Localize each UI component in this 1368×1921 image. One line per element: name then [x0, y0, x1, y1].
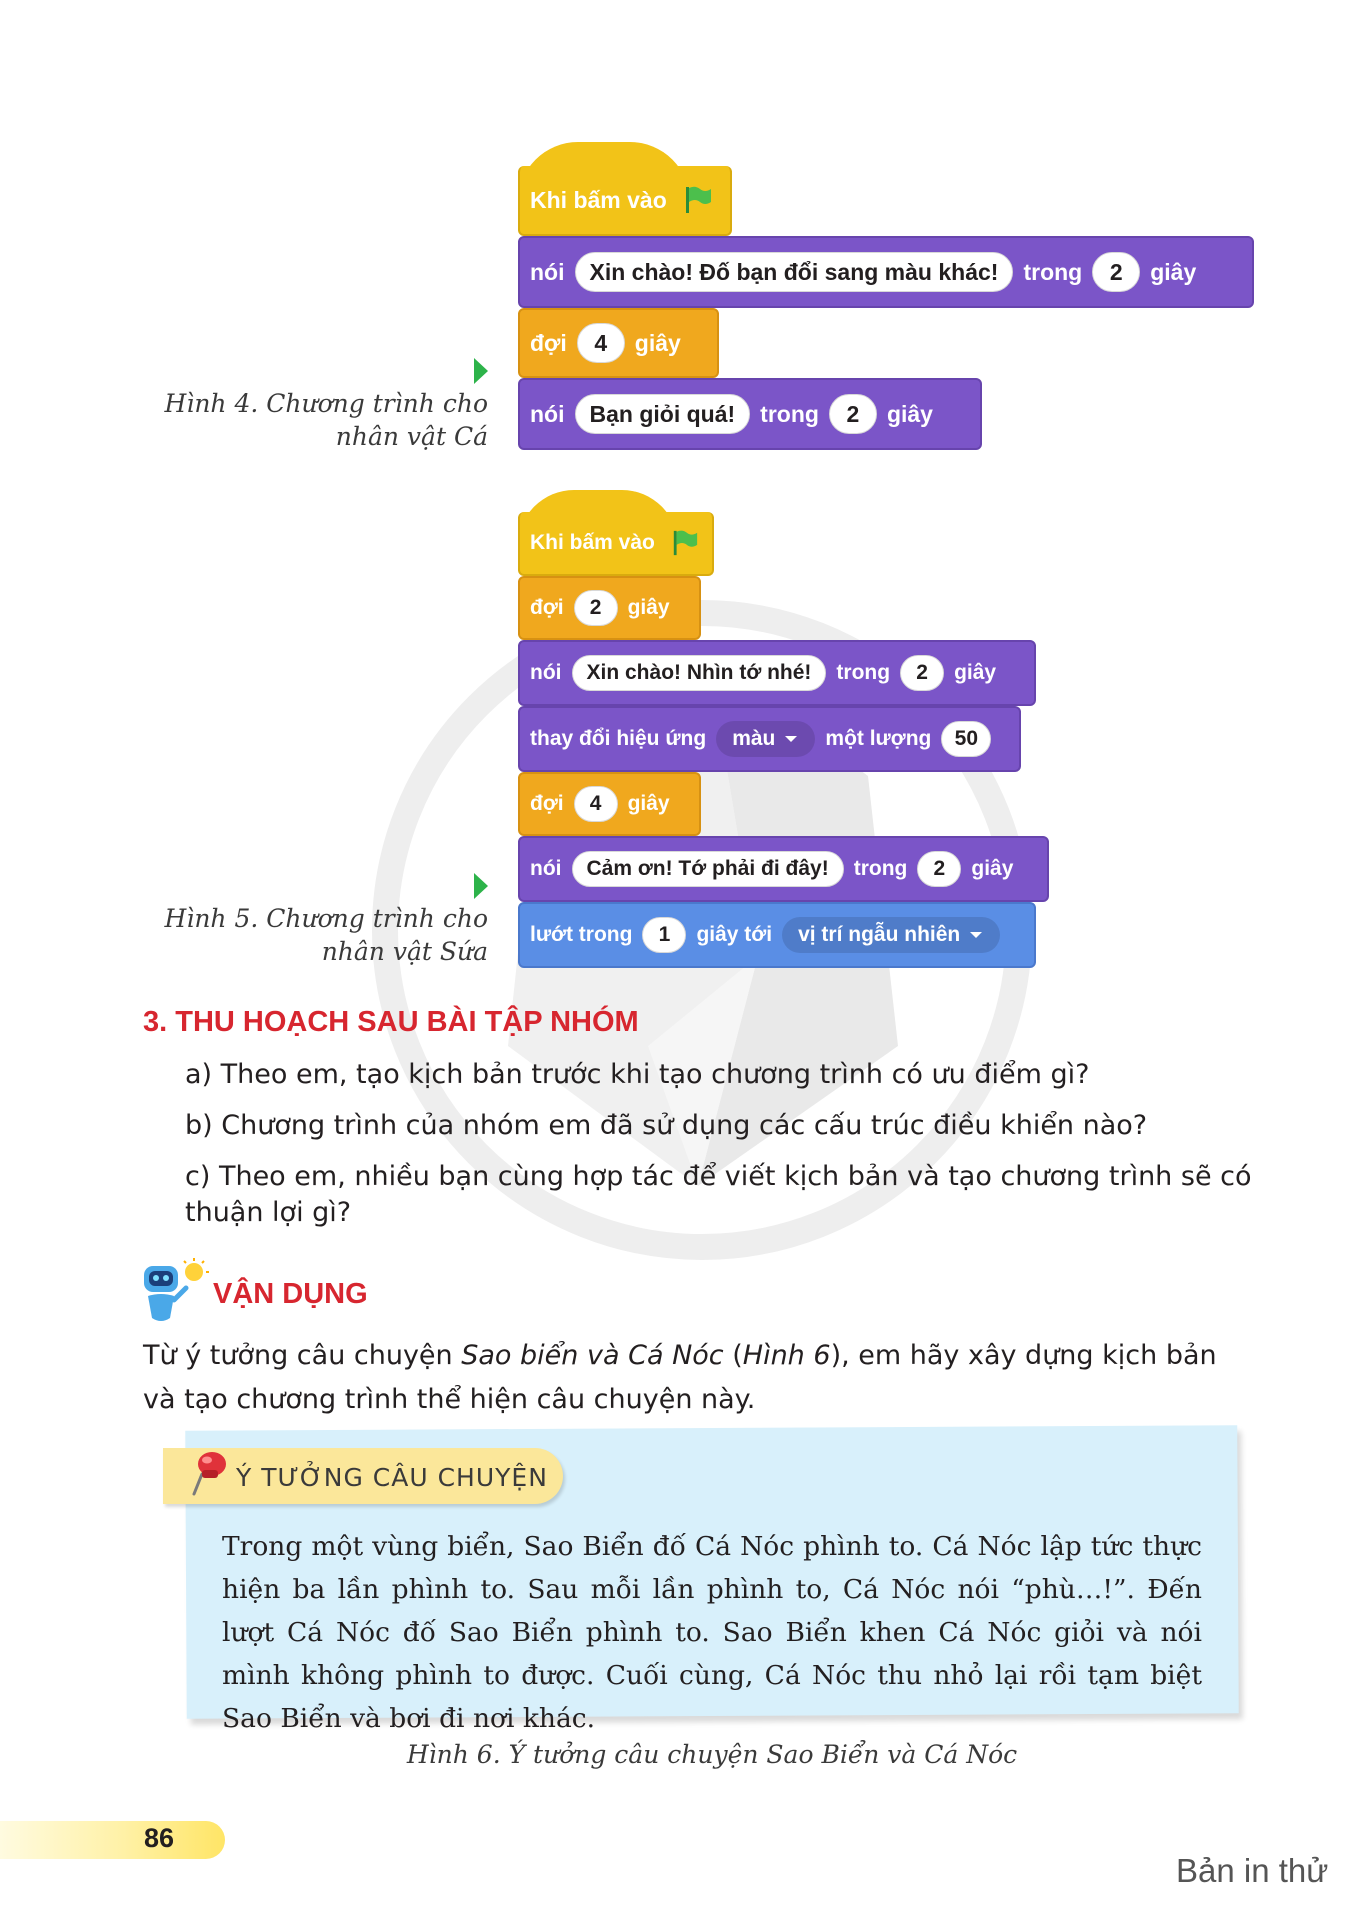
for-label: trong [1023, 258, 1083, 285]
figure4-caption: Hình 4. Chương trình cho nhân vật Cá [164, 389, 488, 451]
seconds-input[interactable]: 1 [642, 917, 686, 953]
when-flag-clicked-block-fig4[interactable] [518, 166, 732, 236]
unit-label: giây [954, 661, 997, 684]
unit-label: giây [634, 329, 681, 356]
say-block-fig4-1[interactable] [518, 236, 1254, 308]
story-title: Ý TƯỞNG CÂU CHUYỆN [236, 1463, 548, 1492]
unit-label: giây [627, 792, 670, 815]
question-b: b) Chương trình của nhóm em đã sử dụng các cấu trúc điều khiển nào? [185, 1110, 1148, 1141]
effect-dropdown[interactable]: màu [716, 721, 815, 757]
seconds-input[interactable]: 2 [900, 655, 944, 691]
figure5-caption: Hình 5. Chương trình cho nhân vật Sứa [164, 904, 488, 966]
seconds-input[interactable]: 2 [574, 590, 618, 626]
when-flag-clicked-block-fig5[interactable] [518, 512, 714, 576]
dropdown-arrow-icon [968, 930, 984, 940]
target-dropdown[interactable]: vị trí ngẫu nhiên [782, 917, 1000, 953]
wait-verb: đợi [530, 792, 564, 815]
unit-label: giây [1150, 258, 1197, 285]
say-block-fig4-2[interactable] [518, 378, 982, 450]
unit-label: giây [627, 596, 670, 619]
push-pin-icon [188, 1448, 232, 1498]
wait-verb: đợi [530, 329, 567, 356]
question-c: c) Theo em, nhiều bạn cùng hợp tác để viết kịch bản và tạo chương trình sẽ có thuận lợi gì? [185, 1161, 1252, 1228]
play-triangle-icon [474, 358, 488, 384]
robot-lightbulb-icon [138, 1258, 210, 1326]
seconds-input[interactable]: 4 [577, 323, 625, 363]
page-number-band [0, 1821, 225, 1859]
unit-label: giây [971, 857, 1014, 880]
wait-block-fig4[interactable] [518, 308, 719, 378]
green-flag-icon [683, 185, 713, 215]
say-verb: nói [530, 400, 565, 427]
say-verb: nói [530, 661, 562, 684]
play-triangle-icon [474, 873, 488, 899]
page-number: 86 [144, 1823, 175, 1853]
say-message-input[interactable]: Cảm ơn! Tớ phải đi đây! [572, 851, 844, 887]
say-verb: nói [530, 857, 562, 880]
wait-block-fig5-1[interactable] [518, 576, 701, 640]
question-a: a) Theo em, tạo kịch bản trước khi tạo chương trình có ưu điểm gì? [185, 1059, 1090, 1090]
seconds-input[interactable]: 4 [574, 786, 618, 822]
green-flag-icon [671, 529, 699, 557]
for-label: trong [853, 857, 908, 880]
by-label: một lượng [825, 727, 932, 750]
say-verb: nói [530, 258, 565, 285]
say-block-fig5-2[interactable] [518, 836, 1049, 902]
seconds-input[interactable]: 2 [917, 851, 961, 887]
unit-label: giây [886, 400, 933, 427]
for-label: trong [836, 661, 891, 684]
for-label: trong [760, 400, 819, 427]
change-effect-block-fig5[interactable] [518, 706, 1021, 772]
apply-text: Từ ý tưởng câu chuyện Sao biển và Cá Nóc (Hình 6), em hãy xây dựng kịch bản và tạo chương trình thể hiện câu chuyện này. [143, 1340, 1217, 1415]
glide-verb: lướt trong [530, 923, 633, 946]
say-block-fig5-1[interactable] [518, 640, 1036, 706]
figure6-caption: Hình 6. Ý tưởng câu chuyện Sao Biển và Cá Nóc [406, 1740, 1018, 1769]
section3-heading: 3. THU HOẠCH SAU BÀI TẬP NHÓM [143, 1006, 639, 1038]
effect-label: thay đổi hiệu ứng [530, 727, 707, 750]
story-text: Trong một vùng biển, Sao Biển đố Cá Nóc phình to. Cá Nóc lập tức thực hiện ba lần phình to. Sau mỗi lần phình to, Cá Nóc nói “phù…!”. Đến lượt Cá Nóc đố Sao Biển phình to. Sao Biển khen Cá Nóc giỏi và nói mình không phình to được. Cuối cùng, Cá Nóc thu nhỏ lại rồi tạm biệt Sao Biển và bơi đi nơi khác. [222, 1531, 1202, 1734]
hat-label: Khi bấm vào [530, 531, 655, 554]
to-label: giây tới [696, 923, 773, 946]
glide-block-fig5[interactable] [518, 902, 1036, 968]
wait-block-fig5-2[interactable] [518, 772, 701, 836]
dropdown-arrow-icon [783, 734, 799, 744]
say-message-input[interactable]: Xin chào! Nhìn tớ nhé! [572, 655, 827, 691]
say-message-input[interactable]: Bạn giỏi quá! [575, 394, 751, 434]
seconds-input[interactable]: 2 [829, 394, 877, 434]
say-message-input[interactable]: Xin chào! Đố bạn đổi sang màu khác! [575, 252, 1014, 292]
apply-heading: VẬN DỤNG [213, 1278, 368, 1310]
proof-label: Bản in thử [1176, 1852, 1329, 1889]
wait-verb: đợi [530, 596, 564, 619]
hat-label: Khi bấm vào [530, 186, 667, 213]
seconds-input[interactable]: 2 [1092, 252, 1140, 292]
effect-value-input[interactable]: 50 [941, 721, 991, 757]
